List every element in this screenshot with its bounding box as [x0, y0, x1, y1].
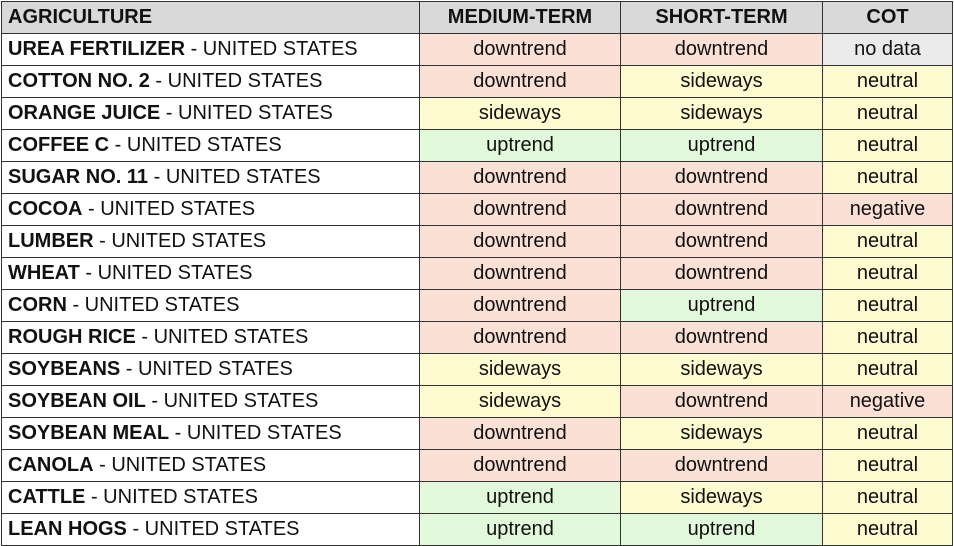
- header-agriculture: AGRICULTURE: [2, 2, 420, 34]
- header-medium-term: MEDIUM-TERM: [420, 2, 621, 34]
- cot-cell: neutral: [823, 130, 953, 162]
- header-cot: COT: [823, 2, 953, 34]
- commodity-cell: [2, 258, 420, 290]
- commodity-region: - UNITED STATES: [160, 102, 333, 124]
- cot-cell: neutral: [823, 290, 953, 322]
- commodity-region: - UNITED STATES: [126, 518, 300, 540]
- medium-term-cell: sideways: [420, 354, 621, 386]
- cot-cell: neutral: [823, 482, 953, 514]
- short-term-cell: sideways: [621, 482, 823, 514]
- commodity-name: LEAN HOGS: [8, 518, 127, 540]
- commodity-name: WHEAT: [8, 262, 80, 284]
- commodity-cell: [2, 386, 420, 418]
- cot-cell: negative: [823, 386, 953, 418]
- commodity-cell: [2, 98, 420, 130]
- short-term-cell: uptrend: [621, 130, 823, 162]
- medium-term-cell: downtrend: [420, 162, 621, 194]
- short-term-cell: uptrend: [621, 514, 823, 546]
- commodity-region: - UNITED STATES: [93, 230, 267, 252]
- commodity-cell: [2, 226, 420, 258]
- commodity-name: SOYBEAN OIL: [8, 390, 146, 412]
- cot-cell: negative: [823, 194, 953, 226]
- commodity-cell: [2, 354, 420, 386]
- medium-term-cell: downtrend: [420, 194, 621, 226]
- commodity-cell: [2, 194, 420, 226]
- commodity-name: COCOA: [8, 198, 83, 220]
- medium-term-cell: sideways: [420, 386, 621, 418]
- short-term-cell: sideways: [621, 66, 823, 98]
- table-body: [2, 34, 953, 546]
- medium-term-cell: uptrend: [420, 482, 621, 514]
- medium-term-cell: uptrend: [420, 130, 621, 162]
- header-short-term: SHORT-TERM: [621, 2, 823, 34]
- commodity-name: CANOLA: [8, 454, 94, 476]
- medium-term-cell: downtrend: [420, 226, 621, 258]
- medium-term-cell: downtrend: [420, 322, 621, 354]
- commodity-cell: [2, 290, 420, 322]
- commodity-name: SOYBEANS: [8, 358, 121, 380]
- medium-term-cell: downtrend: [420, 450, 621, 482]
- commodity-name: ORANGE JUICE: [8, 102, 161, 124]
- cot-cell: neutral: [823, 98, 953, 130]
- commodity-region: - UNITED STATES: [109, 134, 282, 156]
- medium-term-cell: downtrend: [420, 258, 621, 290]
- commodity-region: - UNITED STATES: [185, 38, 358, 60]
- medium-term-cell: downtrend: [420, 418, 621, 450]
- table-row: [2, 162, 953, 194]
- medium-term-cell: uptrend: [420, 514, 621, 546]
- short-term-cell: downtrend: [621, 194, 823, 226]
- cot-cell: no data: [823, 34, 953, 66]
- short-term-cell: downtrend: [621, 226, 823, 258]
- cot-cell: neutral: [823, 258, 953, 290]
- short-term-cell: downtrend: [621, 34, 823, 66]
- trend-table: [1, 1, 953, 546]
- commodity-cell: [2, 450, 420, 482]
- table-row: [2, 418, 953, 450]
- commodity-region: - UNITED STATES: [93, 454, 267, 476]
- cot-cell: neutral: [823, 354, 953, 386]
- commodity-name: LUMBER: [8, 230, 94, 252]
- commodity-name: UREA FERTILIZER: [8, 38, 186, 60]
- cot-cell: neutral: [823, 418, 953, 450]
- table-row: [2, 34, 953, 66]
- medium-term-cell: sideways: [420, 98, 621, 130]
- commodity-cell: [2, 418, 420, 450]
- cot-cell: neutral: [823, 66, 953, 98]
- commodity-region: - UNITED STATES: [135, 326, 309, 348]
- commodity-name: ROUGH RICE: [8, 326, 136, 348]
- commodity-cell: [2, 482, 420, 514]
- commodity-name: SOYBEAN MEAL: [8, 422, 170, 444]
- commodity-cell: [2, 66, 420, 98]
- commodity-name: COFFEE C: [8, 134, 110, 156]
- short-term-cell: sideways: [621, 418, 823, 450]
- header-row: [2, 2, 953, 34]
- commodity-cell: [2, 322, 420, 354]
- table-row: [2, 66, 953, 98]
- medium-term-cell: downtrend: [420, 34, 621, 66]
- table-row: [2, 130, 953, 162]
- table-row: [2, 514, 953, 546]
- short-term-cell: downtrend: [621, 162, 823, 194]
- medium-term-cell: downtrend: [420, 66, 621, 98]
- commodity-region: - UNITED STATES: [82, 198, 256, 220]
- cot-cell: neutral: [823, 162, 953, 194]
- commodity-cell: [2, 514, 420, 546]
- commodity-cell: [2, 130, 420, 162]
- commodity-region: - UNITED STATES: [145, 390, 319, 412]
- table-row: [2, 322, 953, 354]
- cot-cell: neutral: [823, 450, 953, 482]
- commodity-name: CATTLE: [8, 486, 86, 508]
- commodity-name: COTTON NO. 2: [8, 70, 150, 92]
- table-row: [2, 482, 953, 514]
- table-row: [2, 194, 953, 226]
- short-term-cell: sideways: [621, 354, 823, 386]
- cot-cell: neutral: [823, 226, 953, 258]
- short-term-cell: downtrend: [621, 386, 823, 418]
- commodity-region: - UNITED STATES: [149, 70, 323, 92]
- table-row: [2, 386, 953, 418]
- medium-term-cell: downtrend: [420, 290, 621, 322]
- commodity-name: SUGAR NO. 11: [8, 166, 149, 188]
- table-row: [2, 98, 953, 130]
- commodity-cell: [2, 162, 420, 194]
- table-row: [2, 450, 953, 482]
- short-term-cell: downtrend: [621, 322, 823, 354]
- commodity-region: - UNITED STATES: [169, 422, 342, 444]
- commodity-region: - UNITED STATES: [79, 262, 253, 284]
- table-row: [2, 226, 953, 258]
- table-row: [2, 354, 953, 386]
- short-term-cell: downtrend: [621, 258, 823, 290]
- commodity-region: - UNITED STATES: [120, 358, 293, 380]
- short-term-cell: downtrend: [621, 450, 823, 482]
- commodity-name: CORN: [8, 294, 67, 316]
- short-term-cell: uptrend: [621, 290, 823, 322]
- commodity-region: - UNITED STATES: [66, 294, 240, 316]
- commodity-region: - UNITED STATES: [85, 486, 259, 508]
- cot-cell: neutral: [823, 514, 953, 546]
- table-row: [2, 290, 953, 322]
- table-row: [2, 258, 953, 290]
- short-term-cell: sideways: [621, 98, 823, 130]
- cot-cell: neutral: [823, 322, 953, 354]
- commodity-cell: [2, 34, 420, 66]
- commodity-region: - UNITED STATES: [148, 166, 321, 188]
